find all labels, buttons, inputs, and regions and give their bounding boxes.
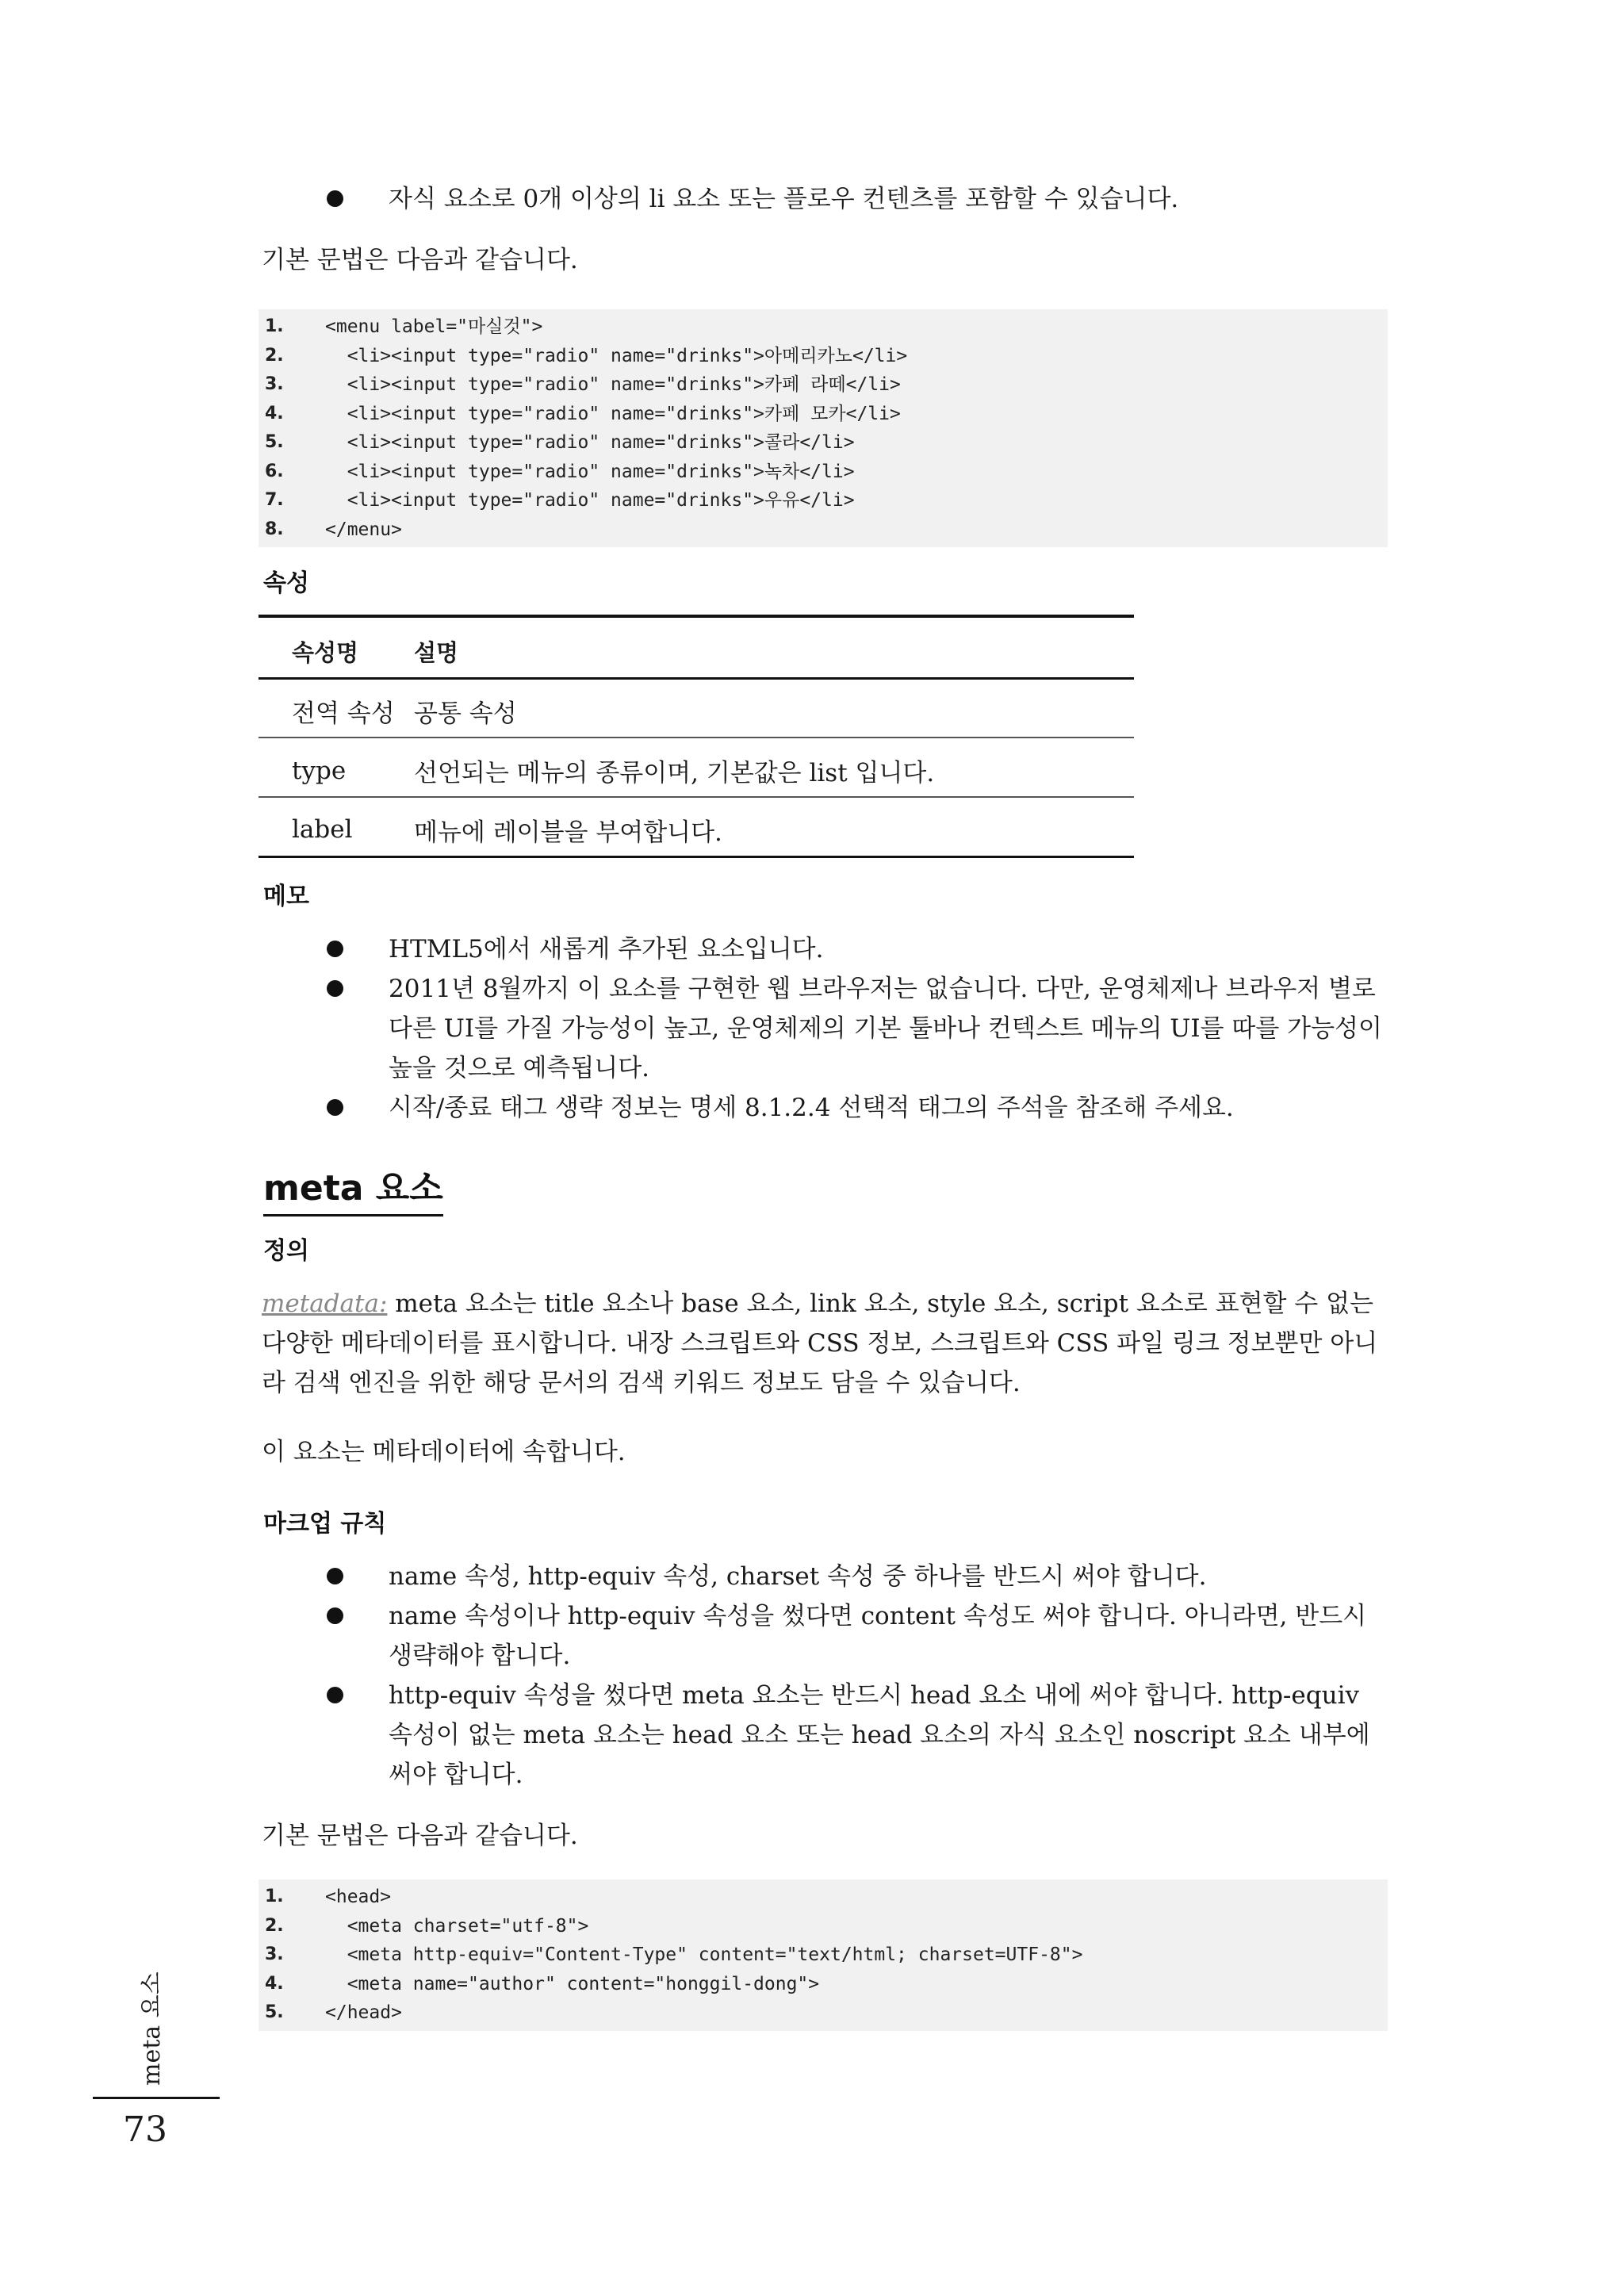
section-title: meta 요소 (263, 1159, 443, 1210)
code-line: 3. <meta http-equiv="Content-Type" content="text/html; charset=UTF-8"> (265, 1944, 1083, 1965)
bullet-icon (327, 190, 343, 207)
top-bullet-list (262, 179, 1388, 219)
code-line: 4. <li><input type="radio" name="drinks">카페 모카</li> (265, 403, 901, 424)
syntax-intro: 기본 문법은 다음과 같습니다. (262, 1822, 578, 1850)
attributes-heading: 속성 (263, 569, 309, 597)
table-cell: 메뉴에 레이블을 부여합니다. (414, 818, 722, 847)
code-line: 6. <li><input type="radio" name="drinks">녹차</li> (265, 461, 855, 482)
syntax-intro: 기본 문법은 다음과 같습니다. (262, 246, 578, 274)
code-line: 2. <li><input type="radio" name="drinks">아메리카노</li> (265, 345, 908, 366)
table-row (259, 797, 1134, 856)
code-line: 7. <li><input type="radio" name="drinks">우유</li> (265, 490, 855, 511)
column-header: 설명 (414, 616, 1134, 678)
table-cell: 공통 속성 (414, 678, 1134, 738)
list-item: name 속성이나 http-equiv 속성을 썼다면 content 속성도 써야 합니다. 아니라면, 반드시 생략해야 합니다. (262, 1596, 1388, 1676)
list-item: name 속성, http-equiv 속성, charset 속성 중 하나를 반드시 써야 합니다. (262, 1557, 1388, 1596)
memo-heading: 메모 (263, 883, 309, 910)
list-item: HTML5에서 새롭게 추가된 요소입니다. (262, 929, 1388, 969)
code-line: 8. </menu> (265, 519, 402, 540)
table-cell: 선언되는 메뉴의 종류이며, 기본값은 list 입니다. (414, 738, 1134, 797)
bullet-icon (327, 1607, 343, 1624)
definition-paragraph: metadata: meta 요소는 title 요소나 base 요소, link 요소, style 요소, script 요소로 표현할 수 없는 다양한 메타데이터를 표시합니다. 내장 스크립트와 CSS 정보, 스크립트와 CSS 파일 링크 정보뿐만 아니라 검색 엔진을 위한 해당 문서의 검색 키워드 정보도 담을 수 있습니다. (262, 1289, 1378, 1397)
code-block-menu (259, 309, 1388, 547)
category-paragraph: 이 요소는 메타데이터에 속합니다. (262, 1438, 626, 1466)
bullet-icon (327, 1099, 343, 1116)
attribute-table (259, 615, 1134, 858)
page-number: 73 (123, 2109, 167, 2150)
markup-rules-heading: 마크업 규칙 (263, 1510, 387, 1538)
table-cell: label (292, 815, 353, 845)
table-row (259, 738, 1134, 797)
bullet-icon (327, 1687, 343, 1703)
title-underline (263, 1214, 443, 1216)
code-line: 4. <meta name="author" content="honggil-dong"> (265, 1973, 820, 1994)
footer-rule (93, 2097, 220, 2099)
table-row (259, 678, 1134, 738)
definition-term: metadata: (262, 1289, 388, 1318)
code-line: 5. </head> (265, 2002, 402, 2023)
list-item: 자식 요소로 0개 이상의 li 요소 또는 플로우 컨텐츠를 포함할 수 있습니다. (262, 179, 1388, 219)
table-cell: type (259, 738, 414, 797)
definition-heading: 정의 (263, 1237, 309, 1265)
memo-bullet-list (262, 929, 1388, 1128)
side-running-head: meta 요소 (138, 1971, 166, 2086)
table-header-row (259, 616, 1134, 678)
code-line: 2. <meta charset="utf-8"> (265, 1915, 589, 1937)
list-item: 2011년 8월까지 이 요소를 구현한 웹 브라우저는 없습니다. 다만, 운영체제나 브라우저 별로 다른 UI를 가질 가능성이 높고, 운영체제의 기본 툴바나 컨텍스트 메뉴의 UI를 따를 가능성이 높을 것으로 예측됩니다. (262, 969, 1388, 1088)
code-block-meta (259, 1879, 1388, 2031)
code-line: 5. <li><input type="radio" name="drinks">콜라</li> (265, 432, 855, 453)
table-cell: 전역 속성 (259, 678, 414, 738)
bullet-icon (327, 941, 343, 957)
markup-bullet-list (262, 1557, 1388, 1795)
bullet-icon (327, 1568, 343, 1584)
list-item: 시작/종료 태그 생략 정보는 명세 8.1.2.4 선택적 태그의 주석을 참조해 주세요. (262, 1088, 1388, 1128)
list-item: http-equiv 속성을 썼다면 meta 요소는 반드시 head 요소 내에 써야 합니다. http-equiv 속성이 없는 meta 요소는 head 요소 또는 head 요소의 자식 요소인 noscript 요소 내부에 써야 합니다. (262, 1676, 1388, 1795)
code-line: 1. <head> (265, 1887, 392, 1907)
code-line: 3. <li><input type="radio" name="drinks">카페 라떼</li> (265, 374, 901, 395)
bullet-icon (327, 980, 343, 997)
code-line: 1. <menu label="마실것"> (265, 316, 543, 337)
column-header: 속성명 (259, 616, 414, 678)
